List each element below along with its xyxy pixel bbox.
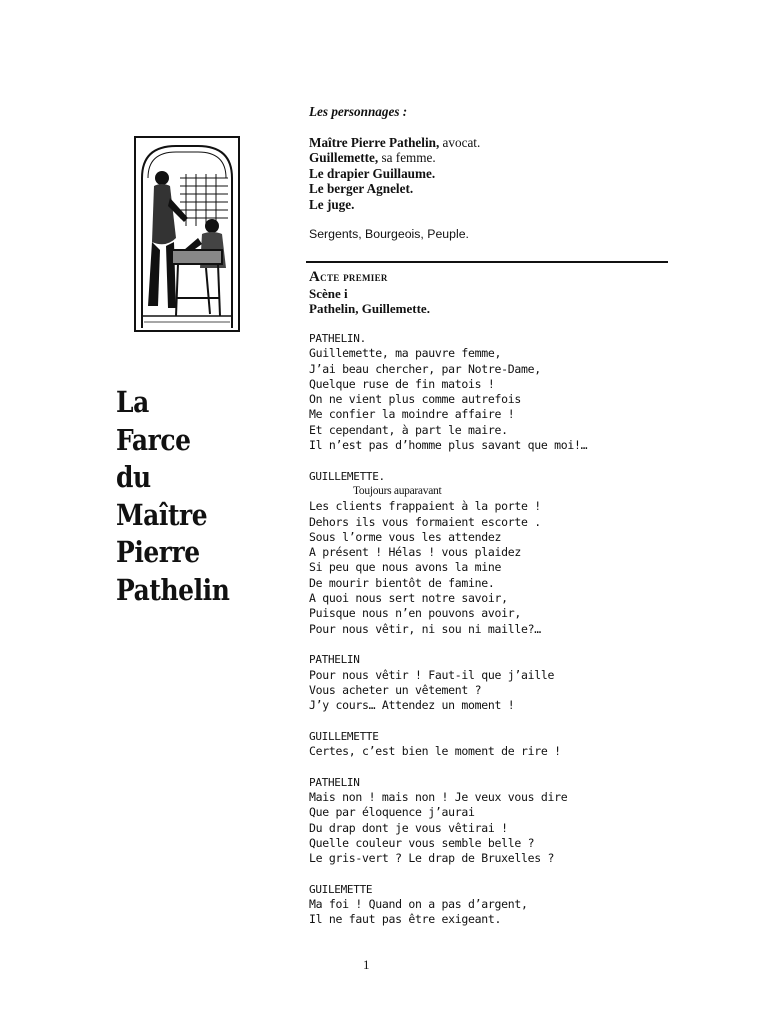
character-name: Le juge. — [309, 196, 355, 212]
verse-line: On ne vient plus comme autrefois — [309, 392, 521, 407]
verse-line: Quelle couleur vous semble belle ? — [309, 835, 535, 850]
verse-line: Le gris-vert ? Le drap de Bruxelles ? — [309, 851, 555, 866]
dialogue-block — [309, 652, 689, 713]
title-line: Pierre — [116, 535, 200, 569]
verse-line: Du drap dont je vous vêtirai ! — [309, 820, 508, 835]
title-line: La — [116, 385, 149, 419]
character-entry — [309, 197, 669, 213]
dialogue-block — [309, 469, 689, 637]
character-entry — [309, 135, 669, 151]
stage-direction: Toujours auparavant — [353, 484, 442, 497]
verse-line: Guillemette, ma pauvre femme, — [309, 346, 502, 361]
dialogue-block — [309, 331, 689, 453]
act-header — [309, 269, 430, 317]
dialogue-block — [309, 882, 689, 928]
act-title: Acte premier — [309, 269, 388, 285]
verse-line: Pour nous vêtir ! Faut-il que j’aille — [309, 667, 555, 682]
verse-line: Certes, c’est bien le moment de rire ! — [309, 744, 561, 759]
character-name: Guillemette, — [309, 150, 379, 165]
title-line: Pathelin — [116, 572, 230, 607]
character-name: Le berger Agnelet. — [309, 181, 414, 196]
verse-line: Mais non ! mais non ! Je veux vous dire — [309, 789, 568, 804]
verse-line: Quelque ruse de fin matois ! — [309, 376, 495, 391]
verse-line: Il ne faut pas être exigeant. — [309, 912, 502, 927]
verse-line: A présent ! Hélas ! vous plaidez — [309, 545, 521, 560]
verse-line: Les clients frappaient à la porte ! — [309, 499, 541, 514]
speaker-name: PATHELIN — [309, 653, 360, 667]
title-line: Farce — [116, 422, 191, 457]
character-role: avocat. — [439, 134, 481, 150]
verse-line: Me confier la moindre affaire ! — [309, 407, 515, 422]
dialogue-block — [309, 729, 689, 760]
dialogue-block — [309, 775, 689, 867]
scene-title: Scène i — [309, 285, 348, 301]
character-role: sa femme. — [378, 150, 436, 165]
verse-line: Puisque nous n’en pouvons avoir, — [309, 606, 521, 621]
speaker-name: PATHELIN — [309, 775, 360, 789]
play-title — [116, 384, 248, 609]
scene-cast: Pathelin, Guillemette. — [309, 301, 430, 316]
verse-line: Vous acheter un vêtement ? — [309, 682, 482, 697]
verse-line: J’ai beau chercher, par Notre-Dame, — [309, 361, 541, 376]
verse-line: Dehors ils vous formaient escorte . — [309, 514, 541, 529]
character-name: Maître Pierre Pathelin, — [309, 134, 440, 150]
characters-extras: Sergents, Bourgeois, Peuple. — [309, 227, 469, 241]
verse-line: Si peu que nous avons la mine — [309, 560, 502, 575]
verse-line: Sous l’orme vous les attendez — [309, 529, 502, 544]
verse-line: Ma foi ! Quand on a pas d’argent, — [309, 896, 528, 911]
character-entry — [309, 166, 669, 182]
title-line: du — [116, 460, 151, 494]
verse-line: A quoi nous sert notre savoir, — [309, 591, 508, 606]
speaker-name: PATHELIN. — [309, 332, 366, 345]
verse-line: J’y cours… Attendez un moment ! — [309, 698, 515, 713]
speaker-name: GUILEMETTE — [309, 882, 373, 896]
verse-line: Il n’est pas d’homme plus savant que moi!… — [309, 438, 588, 453]
character-name: Le drapier Guillaume. — [309, 165, 436, 181]
woodcut-illustration — [134, 136, 240, 332]
verse-line: De mourir bientôt de famine. — [309, 575, 495, 590]
verse-line: Que par éloquence j’aurai — [309, 805, 475, 820]
characters-heading: Les personnages : — [309, 104, 408, 119]
title-line: Maître — [116, 497, 208, 532]
dialogue — [309, 331, 689, 943]
character-entry — [309, 150, 669, 166]
character-entry — [309, 181, 669, 197]
page-number: 1 — [363, 957, 370, 972]
characters-section — [309, 104, 669, 243]
speaker-name: GUILLEMETTE — [309, 729, 379, 743]
verse-line: Pour nous vêtir, ni sou ni maille?… — [309, 621, 541, 636]
section-divider — [306, 261, 668, 263]
verse-line: Et cependant, à part le maire. — [309, 422, 508, 437]
speaker-name: GUILLEMETTE. — [309, 469, 385, 483]
